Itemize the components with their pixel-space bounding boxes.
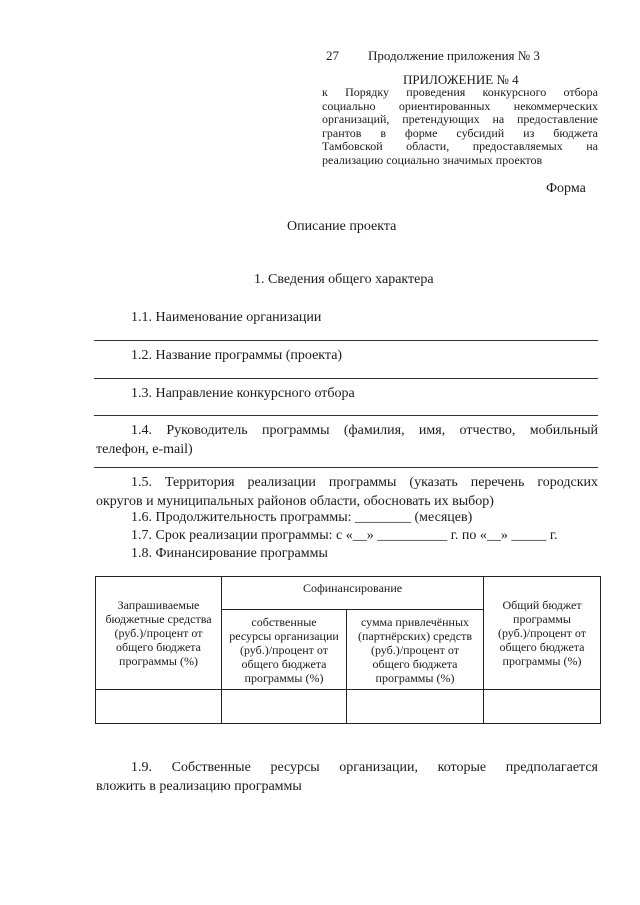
header-total-budget xyxy=(484,577,601,690)
header-line: общего бюджета xyxy=(499,640,585,654)
header-partner-funds xyxy=(347,610,484,690)
item-duration: 1.6. Продолжительность программы: ________ (месяцев) xyxy=(131,510,473,525)
section-heading: 1. Сведения общего характера xyxy=(254,272,434,287)
header-line: (руб.)/процент от xyxy=(114,626,203,640)
document-title: Описание проекта xyxy=(287,219,397,234)
item-financing: 1.8. Финансирование программы xyxy=(131,546,328,561)
header-line: (руб.)/процент от xyxy=(370,642,460,657)
header-line: программы (%) xyxy=(119,654,198,668)
header-own-resources xyxy=(222,610,347,690)
header-line: общего бюджета xyxy=(372,656,458,671)
cell-requested-funds[interactable] xyxy=(96,690,222,724)
header-line: общего бюджета xyxy=(241,656,327,671)
item-own-resources-line2: вложить в реализацию программы xyxy=(96,779,302,794)
header-line: собственные xyxy=(251,614,317,629)
appendix-line: к Порядку проведения конкурсного отбора xyxy=(322,85,598,99)
appendix-title: ПРИЛОЖЕНИЕ № 4 xyxy=(403,72,519,87)
header-line: общего бюджета xyxy=(115,640,202,654)
cell-total-budget[interactable] xyxy=(484,690,601,724)
header-line: сумма привлечённых xyxy=(360,614,470,629)
item-program-name: 1.2. Название программы (проекта) xyxy=(131,348,343,363)
fill-line[interactable] xyxy=(94,415,598,416)
header-line: Общий бюджет xyxy=(502,598,582,612)
item-own-resources-line1: 1.9. Собственные ресурсы организации, которые предполагается xyxy=(131,760,598,775)
header-line: (руб.)/процент от xyxy=(497,626,587,640)
fill-line[interactable] xyxy=(94,340,598,341)
item-program-head-line2: телефон, e-mail) xyxy=(96,442,193,457)
header-requested-funds xyxy=(96,577,222,690)
header-line: (партнёрских) средств xyxy=(358,628,472,643)
item-program-head xyxy=(96,421,598,459)
fill-line[interactable] xyxy=(94,378,598,379)
header-line: Запрашиваемые xyxy=(117,598,200,612)
item-own-resources xyxy=(96,758,598,796)
item-program-head-line1: 1.4. Руководитель программы (фамилия, имя, отчество, мобильный xyxy=(131,423,598,438)
appendix-line: организаций, претендующих на предоставление xyxy=(322,112,598,126)
header-line: бюджетные средства xyxy=(105,612,212,626)
header-line: программы xyxy=(513,612,571,626)
item-territory xyxy=(96,473,598,511)
form-label: Форма xyxy=(546,181,586,196)
cell-partner-funds[interactable] xyxy=(347,690,484,724)
appendix-description xyxy=(322,86,598,167)
continuation-note: Продолжение приложения № 3 xyxy=(368,48,540,63)
item-territory-line2: округов и муниципальных районов области, обосновать их выбор) xyxy=(96,494,494,509)
page-number: 27 xyxy=(326,48,339,63)
header-line: (руб.)/процент от xyxy=(239,642,329,657)
cell-own-resources[interactable] xyxy=(222,690,347,724)
table-row xyxy=(96,690,601,724)
item-competition-direction: 1.3. Направление конкурсного отбора xyxy=(131,386,355,401)
appendix-line: грантов в форме субсидий из бюджета xyxy=(322,125,598,140)
financing-table xyxy=(95,576,601,724)
item-territory-line1: 1.5. Территория реализации программы (указать перечень городских xyxy=(131,475,598,490)
header-line: программы (%) xyxy=(244,670,324,685)
header-cofinancing: Софинансирование xyxy=(222,577,484,610)
appendix-line: социально ориентированных некоммерческих xyxy=(322,98,598,113)
item-organization-name: 1.1. Наименование организации xyxy=(131,310,322,325)
header-line: программы (%) xyxy=(375,670,455,685)
appendix-line: Тамбовской области, предоставляемых на xyxy=(322,139,598,153)
appendix-line: реализацию социально значимых проектов xyxy=(322,152,543,167)
header-line: программы (%) xyxy=(502,654,582,668)
header-line: ресурсы организации xyxy=(229,628,339,643)
fill-line[interactable] xyxy=(94,467,598,468)
item-term: 1.7. Срок реализации программы: с «__» __________ г. по «__» _____ г. xyxy=(131,528,558,543)
